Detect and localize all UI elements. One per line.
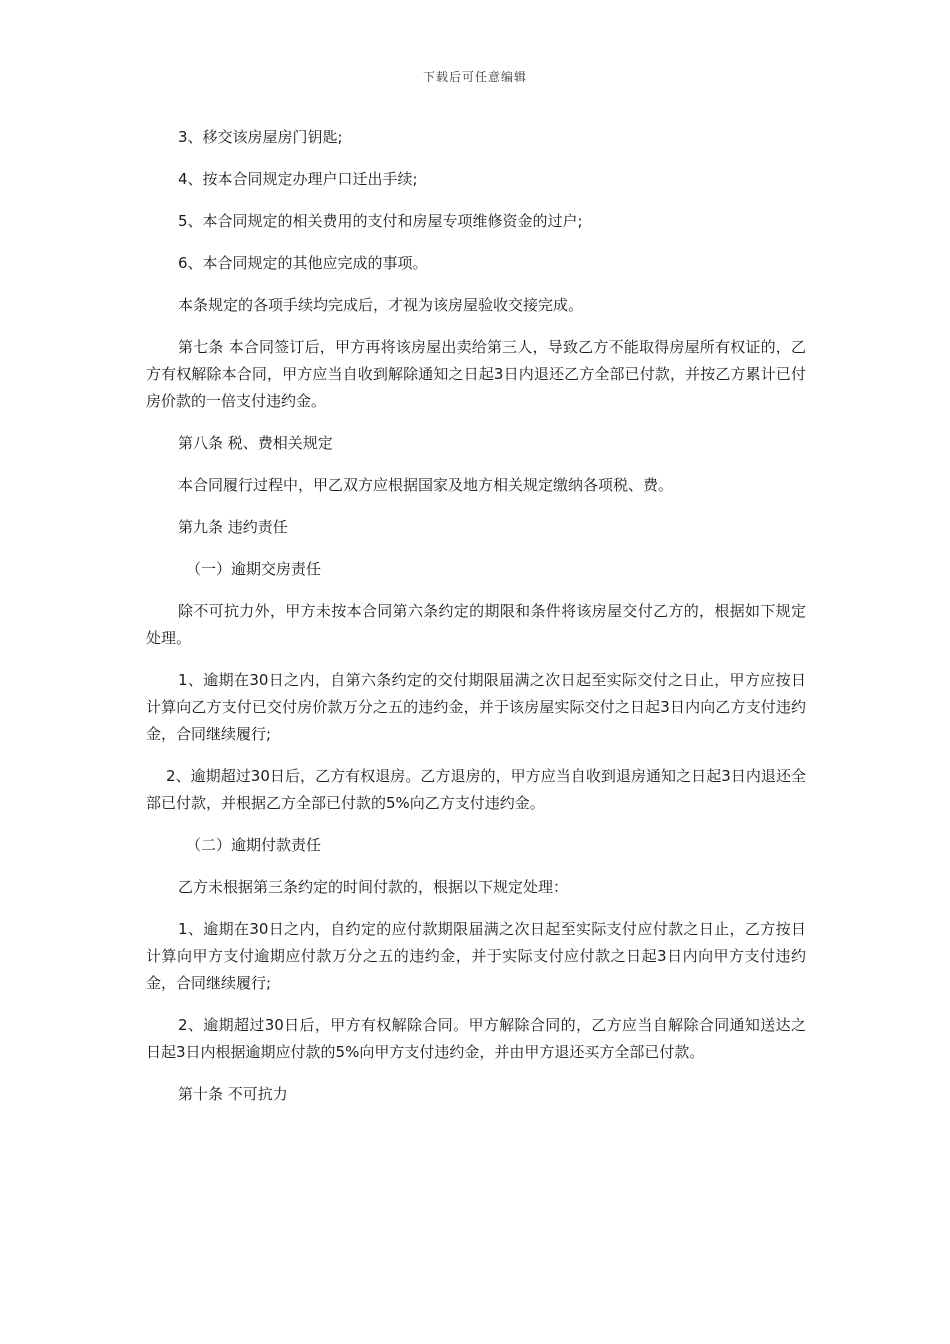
late-delivery-clause-2: 2、逾期超过30日后，乙方有权退房。乙方退房的，甲方应当自收到退房通知之日起3日内退还全部已付款，并根据乙方全部已付款的5%向乙方支付违约金。: [146, 767, 806, 812]
paragraph-item-4: 4、按本合同规定办理户口迁出手续;: [178, 170, 418, 188]
article-7: 第七条 本合同签订后，甲方再将该房屋出卖给第三人，导致乙方不能取得房屋所有权证的，乙方有权解除本合同，甲方应当自收到解除通知之日起3日内退还乙方全部已付款，并按乙方累计已付房价款的一倍支付违约金。: [146, 338, 806, 410]
late-payment-clause-1: 1、逾期在30日之内，自约定的应付款期限届满之次日起至实际支付应付款之日止，乙方按日计算向甲方支付逾期应付款万分之五的违约金，并于实际支付应付款之日起3日内向甲方支付违约金，合同继续履行;: [146, 920, 806, 992]
section-late-delivery-heading: （一）逾期交房责任: [186, 560, 322, 578]
late-delivery-clause-1: 1、逾期在30日之内，自第六条约定的交付期限届满之次日起至实际交付之日止，甲方应按日计算向乙方支付已交付房价款万分之五的违约金，并于该房屋实际交付之日起3日内向乙方支付违约金，合同继续履行;: [146, 671, 806, 743]
document-body: [146, 124, 806, 1123]
article-9-heading: 第九条 违约责任: [178, 518, 288, 536]
section-late-payment-heading: （二）逾期付款责任: [186, 836, 322, 854]
page-header: 下载后可任意编辑: [422, 70, 527, 84]
late-delivery-intro: 除不可抗力外，甲方未按本合同第六条约定的期限和条件将该房屋交付乙方的，根据如下规定处理。: [146, 602, 806, 647]
late-payment-intro: 乙方未根据第三条约定的时间付款的，根据以下规定处理：: [178, 878, 569, 896]
paragraph-item-6: 6、本合同规定的其他应完成的事项。: [178, 254, 428, 272]
paragraph-completion: 本条规定的各项手续均完成后，才视为该房屋验收交接完成。: [178, 296, 584, 314]
late-payment-clause-2: 2、逾期超过30日后，甲方有权解除合同。甲方解除合同的，乙方应当自解除合同通知送达之日起3日内根据逾期应付款的5%向甲方支付违约金，并由甲方退还买方全部已付款。: [146, 1016, 806, 1061]
article-8-body: 本合同履行过程中，甲乙双方应根据国家及地方相关规定缴纳各项税、费。: [178, 476, 674, 494]
article-8-heading: 第八条 税、费相关规定: [178, 434, 333, 452]
article-10-heading: 第十条 不可抗力: [178, 1085, 288, 1103]
paragraph-item-3: 3、移交该房屋房门钥匙;: [178, 128, 343, 146]
paragraph-item-5: 5、本合同规定的相关费用的支付和房屋专项维修资金的过户;: [178, 212, 583, 230]
